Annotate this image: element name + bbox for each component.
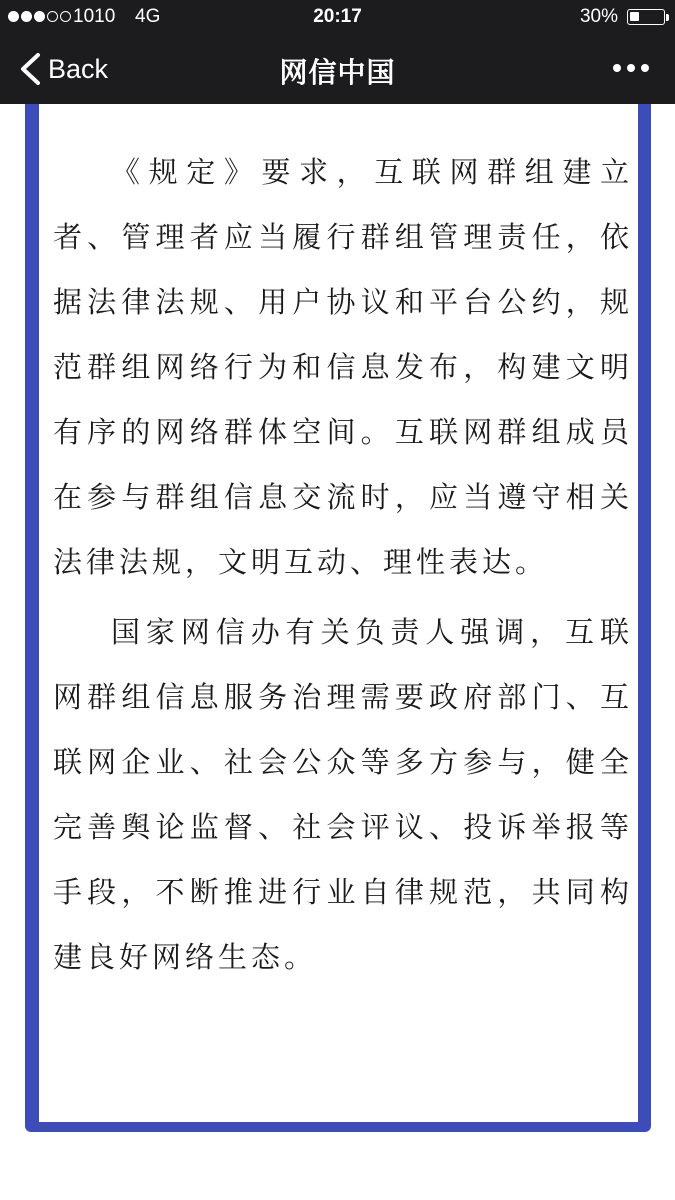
more-dot	[627, 64, 635, 72]
more-dots-icon[interactable]	[613, 64, 649, 72]
status-bar	[0, 0, 675, 34]
article-image-frame	[25, 104, 651, 1132]
battery-icon	[627, 9, 665, 25]
battery-tip	[666, 14, 669, 21]
back-label: Back	[48, 53, 109, 84]
battery-percent: 30%	[579, 6, 618, 27]
carrier-name: 1010	[73, 6, 116, 27]
battery-level-fill	[630, 12, 639, 21]
status-time: 20:17	[313, 6, 362, 27]
article-text	[53, 140, 633, 990]
page-title: 网信中国	[279, 56, 396, 89]
navigation-bar	[0, 34, 675, 104]
more-dot	[641, 64, 649, 72]
article-paragraph-2: 国家网信办有关负责人强调，互联网群组信息服务治理需要政府部门、互联网企业、社会公众等多方参与，健全完善舆论监督、社会评议、投诉举报等手段，不断推进行业自律规范，共同构建良好网络生态。	[53, 615, 633, 974]
article-image-body	[39, 104, 638, 1122]
article-paragraph-1: 《规定》要求，互联网群组建立者、管理者应当履行群组管理责任，依据法律法规、用户协议和平台公约，规范群组网络行为和信息发布，构建文明有序的网络群体空间。互联网群组成员在参与群组信息交流时，应当遵守相关法律法规，文明互动、理性表达。	[53, 155, 633, 579]
more-dot	[613, 64, 621, 72]
network-type: 4G	[135, 6, 161, 27]
